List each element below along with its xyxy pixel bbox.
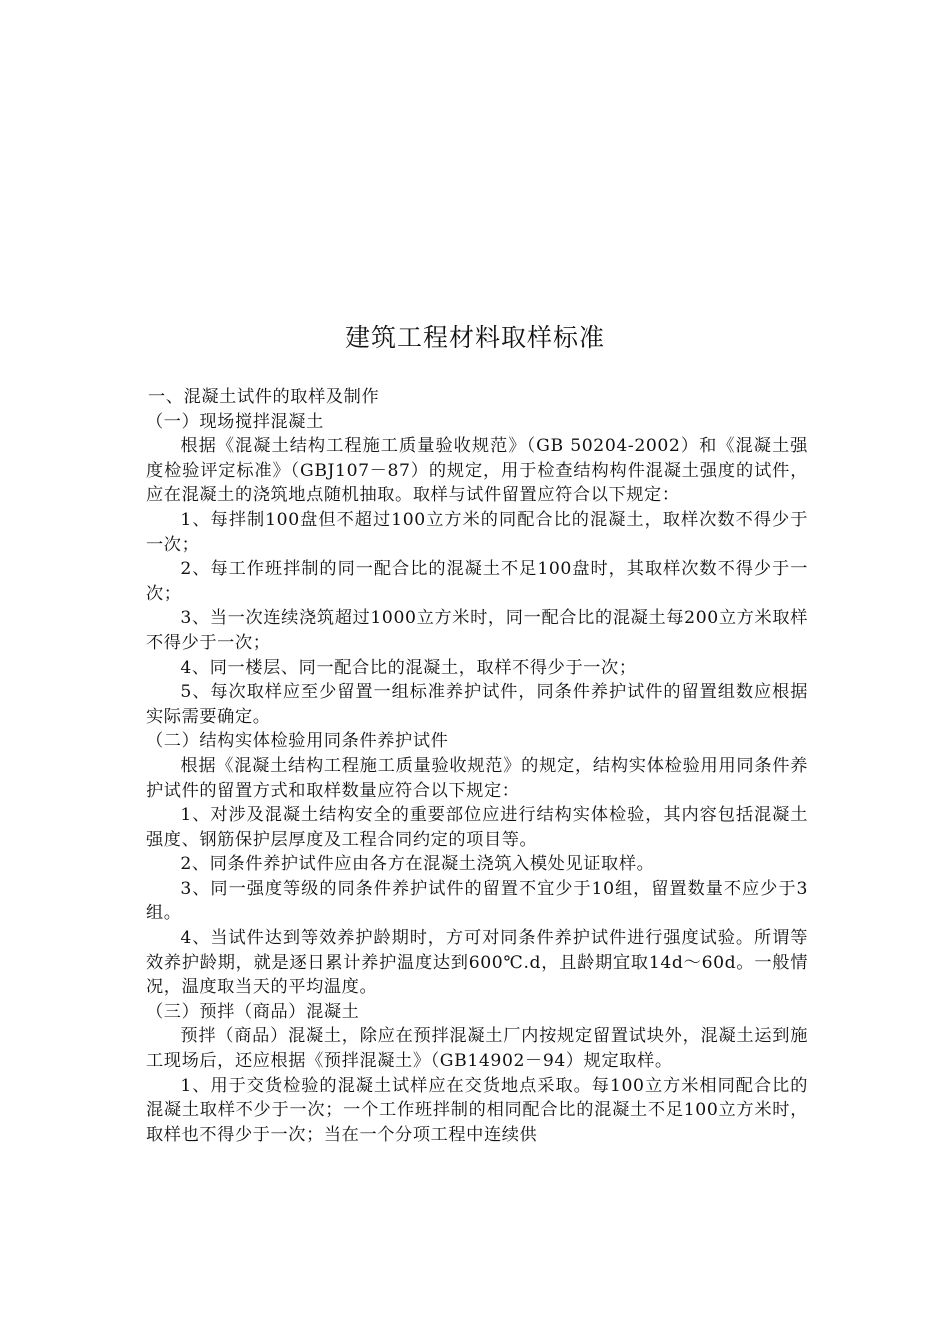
list-item: 2、同条件养护试件应由各方在混凝土浇筑入模处见证取样。 xyxy=(180,854,655,875)
list-item: 5、每次取样应至少留置一组标准养护试件，同条件养护试件的留置组数应根据实际需要确定。 xyxy=(146,682,808,727)
subsection-heading-1: （一）现场搅拌混凝土 xyxy=(146,411,324,432)
paragraph-intro-3: 预拌（商品）混凝土，除应在预拌混凝土厂内按规定留置试块外，混凝土运到施工现场后，还应根据《预拌混凝土》（GB14902－94）规定取样。 xyxy=(146,1026,808,1072)
list-item: 3、同一强度等级的同条件养护试件的留置不宜少于10组，留置数量不应少于3组。 xyxy=(146,878,808,924)
list-item: 3、当一次连续浇筑超过1000立方米时，同一配合比的混凝土每200立方米取样不得少于一次； xyxy=(146,608,808,653)
list-item: 4、当试件达到等效养护龄期时，方可对同条件养护试件进行强度试验。所谓等效养护龄期，就是逐日累计养护温度达到600℃.d，且龄期宜取14d～60d。一般情况，温度取当天的平均温度。 xyxy=(146,928,808,998)
document-body xyxy=(146,385,808,1147)
document-title: 建筑工程材料取样标准 xyxy=(344,323,605,352)
list-item: 4、同一楼层、同一配合比的混凝土，取样不得少于一次； xyxy=(180,657,637,678)
paragraph-intro-1: 根据《混凝土结构工程施工质量验收规范》（GB 50204-2002）和《混凝土强度检验评定标准》（GBJ107－87）的规定，用于检查结构构件混凝土强度的试件，应在混凝土的浇筑地点随机抽取。取样与试件留置应符合以下规定： xyxy=(146,436,808,506)
list-item: 2、每工作班拌制的同一配合比的混凝土不足100盘时，其取样次数不得少于一次； xyxy=(146,559,808,604)
list-item: 1、对涉及混凝土结构安全的重要部位应进行结构实体检验，其内容包括混凝土强度、钢筋保护层厚度及工程合同约定的项目等。 xyxy=(146,805,808,850)
paragraph-intro-2: 根据《混凝土结构工程施工质量验收规范》的规定，结构实体检验用用同条件养护试件的留置方式和取样数量应符合以下规定： xyxy=(146,755,808,801)
section-heading-1: 一、混凝土试件的取样及制作 xyxy=(148,387,380,407)
subsection-heading-3: （三）预拌（商品）混凝土 xyxy=(146,1001,360,1022)
subsection-heading-2: （二）结构实体检验用同条件养护试件 xyxy=(146,731,449,752)
list-item: 1、用于交货检验的混凝土试样应在交货地点采取。每100立方米相同配合比的混凝土取样不少于一次；一个工作班拌制的相同配合比的混凝土不足100立方米时，取样也不得少于一次；当在一个分项工程中连续供 xyxy=(146,1075,808,1145)
list-item: 1、每拌制100盘但不超过100立方米的同配合比的混凝土，取样次数不得少于一次； xyxy=(146,509,808,555)
